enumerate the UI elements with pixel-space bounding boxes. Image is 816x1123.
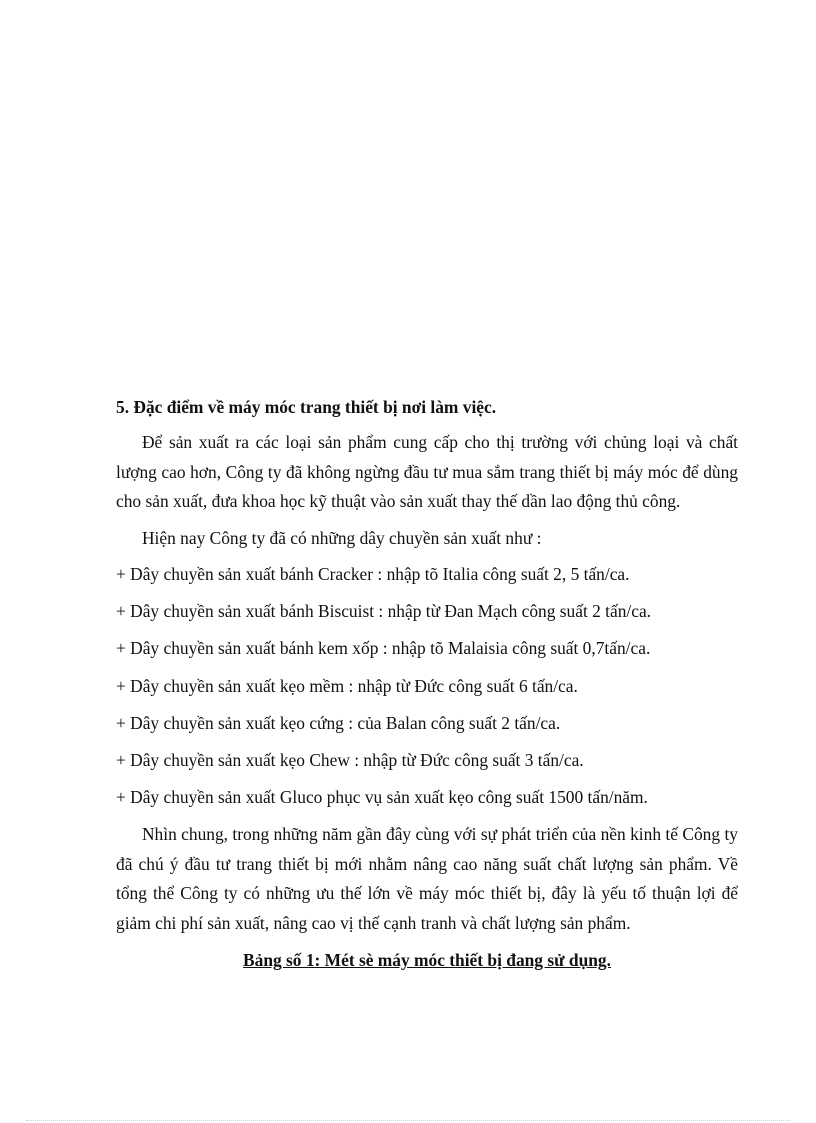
list-item: + Dây chuyền sản xuất bánh Biscuist : nhập từ Đan Mạch công suất 2 tấn/ca. [116,601,652,622]
list-item: + Dây chuyền sản xuất kẹo mềm : nhập từ Đức công suất 6 tấn/ca. [116,675,578,696]
section-heading: 5. Đặc điểm về máy móc trang thiết bị nơi làm việc. [116,397,497,417]
list-item: + Dây chuyền sản xuất kẹo cứng : của Balan công suất 2 tấn/ca. [116,712,561,733]
page-bottom-divider [26,1120,790,1121]
table-caption: Bảng số 1: Mét sè máy móc thiết bị đang sử dụng. [243,950,611,971]
list-item: + Dây chuyền sản xuất Gluco phục vụ sản xuất kẹo công suất 1500 tấn/năm. [116,787,648,808]
list-item: + Dây chuyền sản xuất kẹo Chew : nhập từ Đức công suất 3 tấn/ca. [116,749,584,770]
list-item: + Dây chuyền sản xuất bánh kem xốp : nhập tõ Malaisia công suất 0,7tấn/ca. [116,638,651,659]
page-content [116,393,738,975]
production-lines-list [116,560,738,820]
list-item: + Dây chuyền sản xuất bánh Cracker : nhập tõ Italia công suất 2, 5 tấn/ca. [116,564,630,584]
intro-paragraph: Để sản xuất ra các loại sản phẩm cung cấp cho thị trường với chủng loại và chất lượng cao hơn, Công ty đã không ngừng đầu tư mua sắm trang thiết bị máy móc để dùng cho sản xuất, đưa khoa học kỹ thuật vào sản xuất thay thế dần lao động thủ công. [116,432,738,511]
production-lines-intro: Hiện nay Công ty đã có những dây chuyền sản xuất như : [142,527,542,548]
summary-paragraph: Nhìn chung, trong những năm gần đây cùng với sự phát triển của nền kinh tế Công ty đã chú ý đầu tư trang thiết bị mới nhằm nâng cao năng suất chất lượng sản phẩm. Về tổng thể Công ty có những ưu thế lớn về máy móc thiết bị, đây là yếu tố thuận lợi để giảm chi phí sản xuất, nâng cao vị thế cạnh tranh và chất lượng sản phẩm. [116,824,738,933]
